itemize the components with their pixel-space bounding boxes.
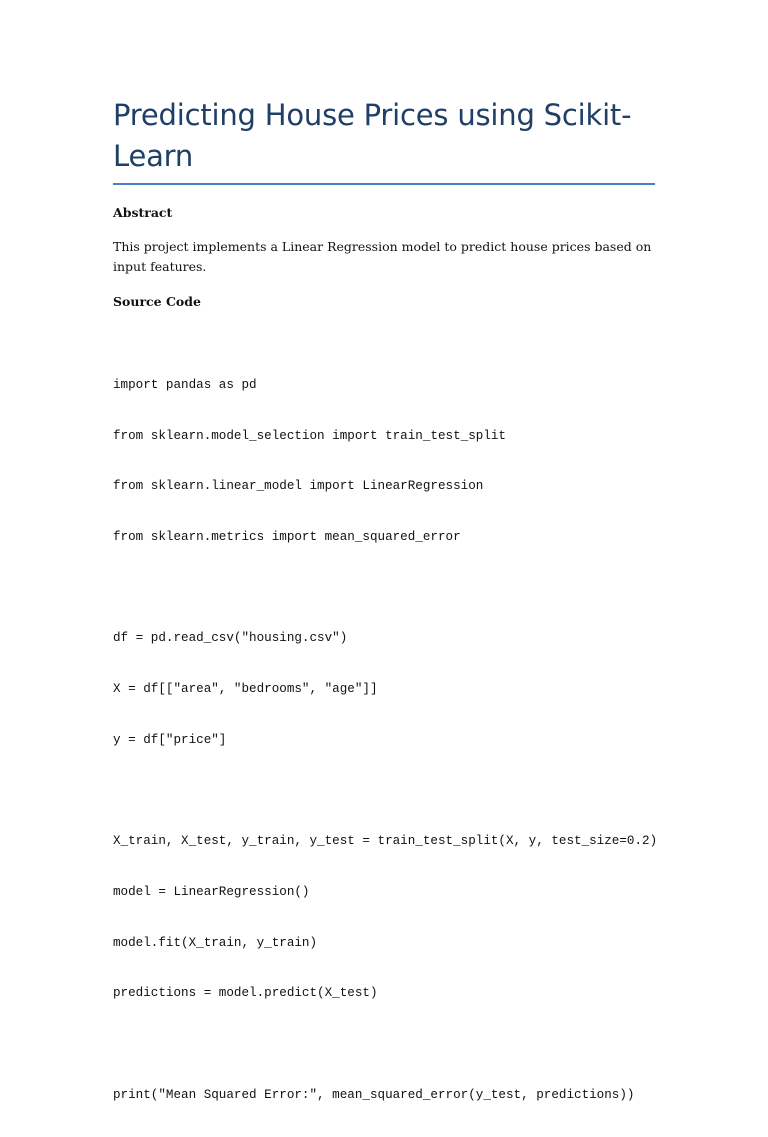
code-line: model.fit(X_train, y_train) <box>113 935 318 950</box>
code-line: from sklearn.linear_model import LinearRegression <box>113 479 484 494</box>
source-code-block <box>113 343 658 1137</box>
code-line-blank <box>113 782 655 799</box>
abstract-heading: Abstract <box>113 205 173 220</box>
title-underline-rule <box>113 183 655 185</box>
code-line: print("Mean Squared Error:", mean_squared_error(y_test, predictions)) <box>113 1087 635 1102</box>
code-line: import pandas as pd <box>113 377 257 392</box>
code-line: predictions = model.predict(X_test) <box>113 986 378 1001</box>
code-line-blank <box>113 580 655 597</box>
code-line-blank <box>113 1036 655 1053</box>
abstract-paragraph: This project implements a Linear Regression model to predict house prices based on input features. <box>113 239 652 274</box>
document-page <box>113 95 658 1137</box>
code-line: from sklearn.metrics import mean_squared_error <box>113 529 461 544</box>
code-line: X = df[["area", "bedrooms", "age"]] <box>113 682 378 697</box>
source-code-heading: Source Code <box>113 294 201 309</box>
document-title: Predicting House Prices using Scikit-Learn <box>113 98 632 173</box>
code-line: y = df["price"] <box>113 732 227 747</box>
code-line: X_train, X_test, y_train, y_test = train_test_split(X, y, test_size=0.2) <box>113 834 658 849</box>
code-line: model = LinearRegression() <box>113 884 310 899</box>
code-line: df = pd.read_csv("housing.csv") <box>113 631 348 646</box>
code-line: from sklearn.model_selection import train_test_split <box>113 428 506 443</box>
